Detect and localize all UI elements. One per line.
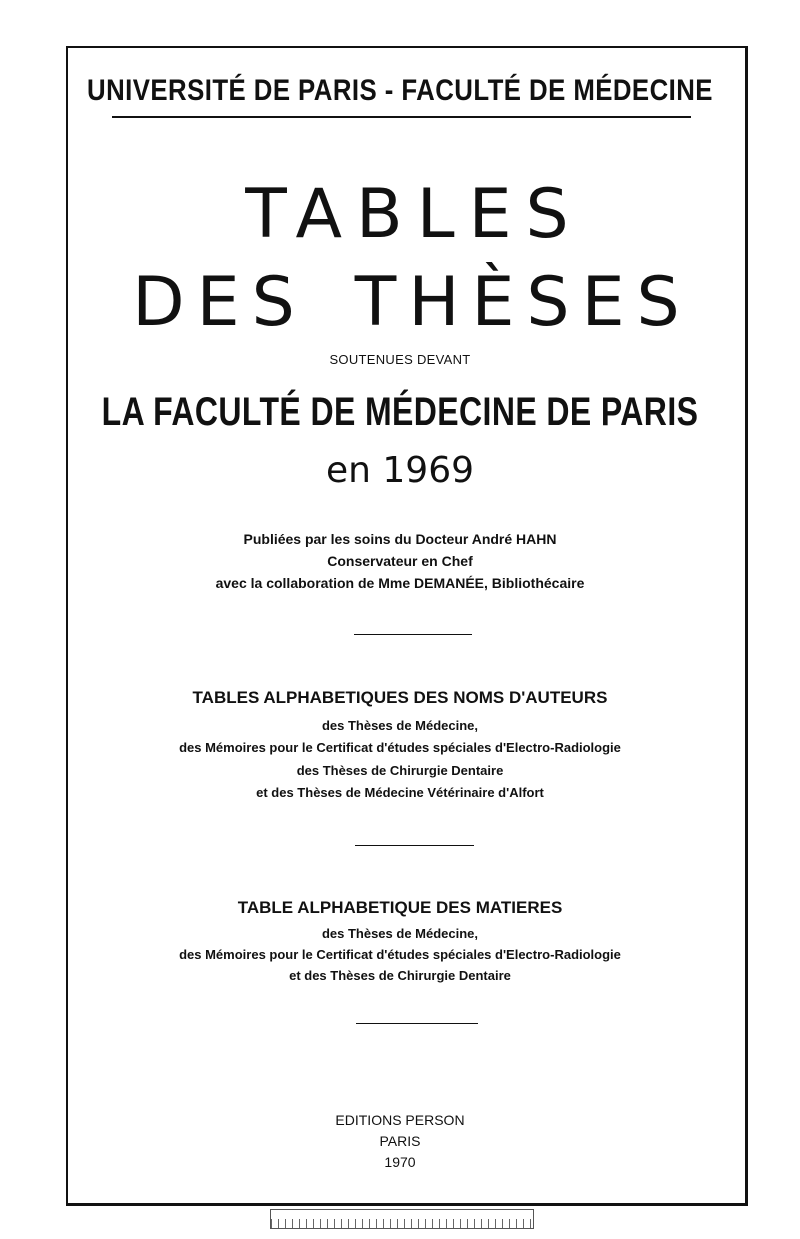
section-line: des Thèses de Médecine,	[321, 718, 479, 733]
section-line: des Mémoires pour le Certificat d'études spéciales d'Electro-Radiologie	[179, 947, 621, 962]
section-line: et des Thèses de Médecine Vétérinaire d'Alfort	[256, 785, 544, 800]
section-line: des Thèses de Médecine,	[321, 926, 479, 941]
separator-rule	[356, 1023, 478, 1024]
year: en 1969	[325, 450, 475, 491]
section-line: des Mémoires pour le Certificat d'études spéciales d'Electro-Radiologie	[179, 740, 621, 755]
section-title-subjects: TABLE ALPHABETIQUE DES MATIERES	[237, 898, 563, 917]
publication-line: avec la collaboration de Mme DEMANÉE, Bibliothécaire	[215, 575, 585, 591]
title-des: DES	[132, 263, 307, 342]
section-line: des Thèses de Chirurgie Dentaire	[296, 763, 504, 778]
university-header: UNIVERSITÉ DE PARIS - FACULTÉ DE MÉDECINE	[87, 74, 713, 107]
title-tables: TABLES	[245, 175, 583, 254]
title-theses: THÈSES	[354, 263, 692, 342]
separator-rule	[354, 634, 472, 635]
separator-rule	[355, 845, 474, 846]
publication-line: Publiées par les soins du Docteur André HAHN	[243, 531, 557, 547]
publication-line: Conservateur en Chef	[327, 553, 473, 569]
faculty-name: LA FACULTÉ DE MÉDECINE DE PARIS	[101, 390, 699, 434]
publisher-year: 1970	[384, 1154, 416, 1170]
section-title-authors: TABLES ALPHABETIQUES DES NOMS D'AUTEURS	[192, 688, 608, 707]
subtitle: SOUTENUES DEVANT	[329, 352, 471, 367]
publisher-city: PARIS	[379, 1133, 421, 1149]
title-des-theses	[0, 263, 800, 342]
header-rule	[112, 116, 691, 118]
section-line: et des Thèses de Chirurgie Dentaire	[289, 968, 511, 983]
publisher-name: EDITIONS PERSON	[335, 1112, 465, 1128]
scan-ruler	[270, 1209, 534, 1229]
